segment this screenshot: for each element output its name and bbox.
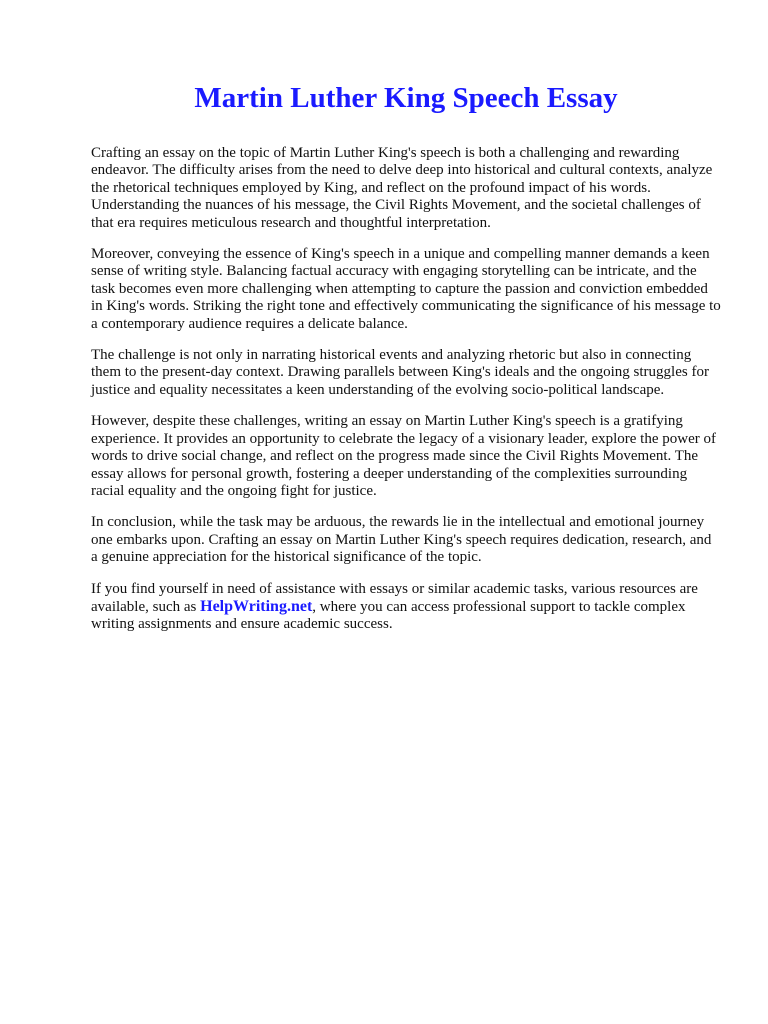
paragraph-1: Crafting an essay on the topic of Martin Luther King's speech is both a challenging and rewarding endeavor. The difficulty arises from the need to delve deep into historical and cultural contexts, analyze the rhetorical techniques employed by King, and reflect on the profound impact of his words. Understanding the nuances of his message, the Civil Rights Movement, and the societal challenges of that era requires meticulous research and thoughtful interpretation. xyxy=(91,145,713,231)
helpwriting-link[interactable]: HelpWriting.net xyxy=(200,597,313,615)
paragraph-4: However, despite these challenges, writing an essay on Martin Luther King's speech is a gratifying experience. It provides an opportunity to celebrate the legacy of a visionary leader, explore the power of words to drive social change, and reflect on the progress made since the Civil Rights Movement. The essay allows for personal growth, fostering a deeper understanding of the complexities surrounding racial equality and the ongoing fight for justice. xyxy=(91,413,716,499)
paragraph-5: In conclusion, while the task may be arduous, the rewards lie in the intellectual and emotional journey one embarks upon. Crafting an essay on Martin Luther King's speech requires dedication, research, and a genuine appreciation for the historical significance of the topic. xyxy=(91,514,712,566)
paragraph-closing xyxy=(91,581,721,634)
closing-text-after-link: , where you can access professional support to tackle complex writing assignments and ensure academic success. xyxy=(91,598,686,633)
essay-body xyxy=(91,145,721,648)
page-title: Martin Luther King Speech Essay xyxy=(194,82,618,114)
closing-text-before-link: If you find yourself in need of assistance with essays or similar academic tasks, various resources are available, such as xyxy=(91,580,698,615)
paragraph-2: Moreover, conveying the essence of King's speech in a unique and compelling manner demands a keen sense of writing style. Balancing factual accuracy with engaging storytelling can be intricate, and the task becomes even more challenging when attempting to capture the passion and conviction embedded in King's words. Striking the right tone and effectively communicating the significance of his message to a contemporary audience requires a delicate balance. xyxy=(91,246,721,332)
paragraph-3: The challenge is not only in narrating historical events and analyzing rhetoric but also in connecting them to the present-day context. Drawing parallels between King's ideals and the ongoing struggles for justice and equality necessitates a keen understanding of the evolving socio-political landscape. xyxy=(91,347,709,398)
